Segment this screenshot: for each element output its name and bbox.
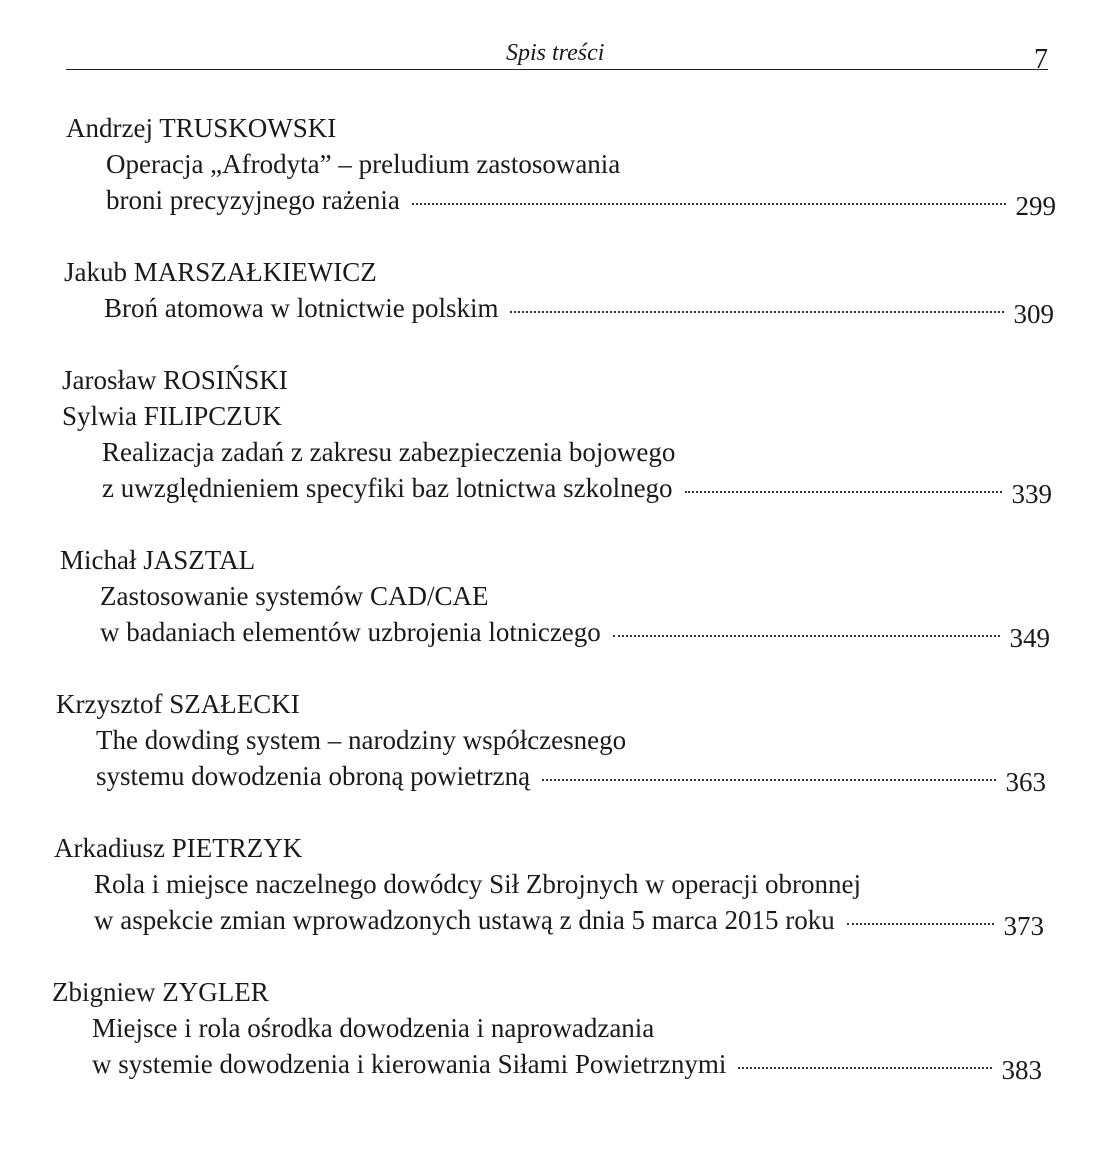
toc-entry [64, 254, 1054, 329]
toc-author: Andrzej TRUSKOWSKI [66, 113, 337, 143]
dot-leader [847, 923, 994, 925]
toc-entry [60, 542, 1050, 653]
toc-title-text: broni precyzyjnego rażenia [106, 185, 400, 215]
toc-author: Jarosław ROSIŃSKI [62, 365, 288, 395]
dot-leader [510, 311, 1003, 313]
toc-title-last-line [66, 182, 1056, 221]
toc-author: Krzysztof SZAŁECKI [56, 689, 300, 719]
toc-title-text: w aspekcie zmian wprowadzonych ustawą z dnia 5 marca 2015 roku [94, 905, 835, 935]
toc-author: Michał JASZTAL [60, 545, 256, 575]
toc-page-number: 299 [1015, 191, 1056, 221]
toc-entry [66, 110, 1056, 221]
toc-author: Zbigniew ZYGLER [52, 977, 269, 1007]
dot-leader [738, 1067, 991, 1069]
toc-page-number: 383 [1001, 1055, 1042, 1085]
toc-author: Jakub MARSZAŁKIEWICZ [64, 257, 377, 287]
toc-page-number: 363 [1005, 767, 1046, 797]
page-number: 7 [1034, 44, 1048, 75]
toc-title-text: systemu dowodzenia obroną powietrzną [96, 761, 531, 791]
header-rule [66, 69, 1048, 70]
toc-title-line: The dowding system – narodziny współczesnego [96, 725, 627, 755]
toc-entry [56, 686, 1046, 797]
toc-title-last-line [62, 470, 1052, 509]
running-header [66, 34, 1048, 78]
running-title: Spis treści [506, 40, 605, 66]
toc-entry [54, 830, 1044, 941]
toc-page-number: 349 [1009, 623, 1050, 653]
dot-leader [542, 779, 995, 781]
toc-entry [52, 974, 1042, 1085]
toc-title-last-line [60, 614, 1050, 653]
toc-title-line: Miejsce i rola ośrodka dowodzenia i naprowadzania [92, 1013, 655, 1043]
toc-title-last-line [64, 290, 1054, 329]
toc-page-number: 309 [1013, 299, 1054, 329]
toc-page-number: 339 [1011, 479, 1052, 509]
toc-title-last-line [54, 902, 1044, 941]
toc-title-text: w badaniach elementów uzbrojenia lotniczego [100, 617, 601, 647]
toc-title-line: Rola i miejsce naczelnego dowódcy Sił Zbrojnych w operacji obronnej [94, 869, 862, 899]
toc-title-line: Zastosowanie systemów CAD/CAE [100, 581, 489, 611]
dot-leader [685, 491, 1002, 493]
toc-title-text: w systemie dowodzenia i kierowania Siłami Powietrznymi [92, 1049, 727, 1079]
toc-title-text: Broń atomowa w lotnictwie polskim [104, 293, 499, 323]
dot-leader [412, 203, 1006, 205]
toc-entry [62, 362, 1052, 509]
toc-title-text: z uwzględnieniem specyfiki baz lotnictwa szkolnego [102, 473, 673, 503]
toc-author: Sylwia FILIPCZUK [62, 401, 282, 431]
toc-author: Arkadiusz PIETRZYK [54, 833, 303, 863]
dot-leader [613, 635, 1000, 637]
toc-title-last-line [56, 758, 1046, 797]
toc-page-number: 373 [1003, 911, 1044, 941]
toc-title-last-line [52, 1046, 1042, 1085]
toc-title-line: Operacja „Afrodyta” – preludium zastosowania [106, 149, 621, 179]
toc-title-line: Realizacja zadań z zakresu zabezpieczenia bojowego [102, 437, 676, 467]
